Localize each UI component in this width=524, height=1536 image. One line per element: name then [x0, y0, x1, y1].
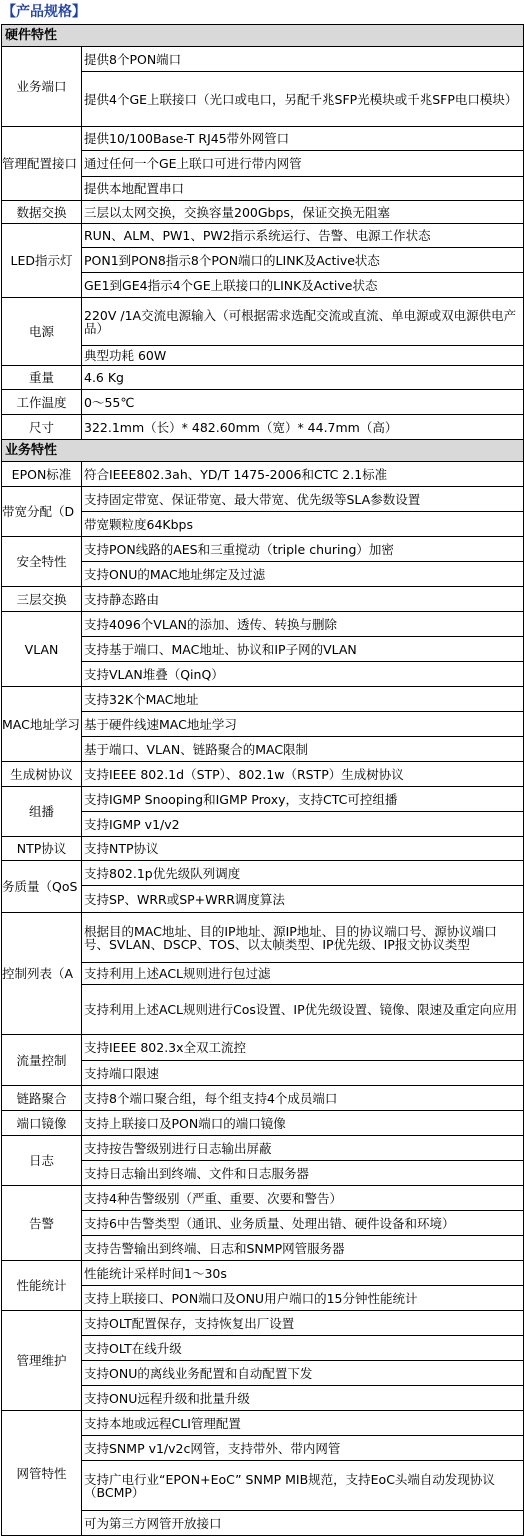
spec-value: 支持本地或远程CLI管理配置 [82, 1411, 524, 1436]
spec-value: 支持上联接口及PON端口的端口镜像 [82, 1111, 524, 1136]
spec-label: VLAN [2, 612, 82, 687]
spec-value: GE1到GE4指示4个GE上联接口的LINK及Active状态 [82, 273, 524, 298]
spec-label: NTP协议 [2, 837, 82, 861]
spec-label: 工作温度 [2, 390, 82, 415]
spec-row [2, 487, 524, 512]
section-header-row [2, 25, 524, 47]
spec-value: 支持802.1p优先级队列调度 [82, 861, 524, 886]
spec-row [2, 298, 524, 346]
spec-value: 提供10/100Base-T RJ45带外网管口 [82, 127, 524, 151]
spec-value: 支持OLT配置保存，支持恢复出厂设置 [82, 1311, 524, 1336]
spec-value: 支持ONU远程升级和批量升级 [82, 1386, 524, 1411]
spec-value: 支持SP、WRR或SP+WRR调度算法 [82, 886, 524, 913]
spec-value: 支持利用上述ACL规则进行包过滤 [82, 963, 524, 985]
page-title: 【产品规格】 [2, 4, 86, 20]
spec-value: 带宽颗粒度64Kbps [82, 512, 524, 537]
spec-label: LED指示灯 [2, 224, 82, 298]
spec-label: MAC地址学习 [2, 687, 82, 762]
spec-label: 管理维护 [2, 1311, 82, 1411]
spec-row [2, 127, 524, 151]
spec-value: 支持4096个VLAN的添加、透传、转换与删除 [82, 612, 524, 637]
spec-value: 提供本地配置串口 [82, 177, 524, 201]
section-header-row [2, 440, 524, 462]
spec-row [2, 224, 524, 248]
spec-value: 220V /1A交流电源输入（可根据需求选配交流或直流、单电源或双电源供电产品） [82, 298, 524, 346]
spec-table-body [2, 25, 524, 1536]
spec-value: 性能统计采样时间1～30s [82, 1261, 524, 1286]
spec-label: 告警 [2, 1186, 82, 1261]
spec-row [2, 787, 524, 812]
spec-table [1, 24, 524, 1536]
spec-value: 支持端口限速 [82, 1061, 524, 1086]
spec-row [2, 390, 524, 415]
spec-row [2, 1136, 524, 1161]
spec-value: PON1到PON8指示8个PON端口的LINK及Active状态 [82, 248, 524, 273]
spec-row [2, 47, 524, 72]
spec-row [2, 612, 524, 637]
spec-value: 322.1mm（长）* 482.60mm（宽）* 44.7mm（高） [82, 415, 524, 440]
spec-label: 组播 [2, 787, 82, 837]
spec-row [2, 1186, 524, 1211]
spec-row [2, 1311, 524, 1336]
spec-row [2, 913, 524, 963]
spec-row [2, 1086, 524, 1111]
spec-value: 典型功耗 60W [82, 346, 524, 366]
spec-value: 支持32K个MAC地址 [82, 687, 524, 712]
spec-value: 支持PON线路的AES和三重搅动（triple churing）加密 [82, 537, 524, 562]
spec-label: 务质量（QoS [2, 861, 82, 913]
spec-value: 支持NTP协议 [82, 837, 524, 861]
spec-label: 尺寸 [2, 415, 82, 440]
spec-label: 控制列表（A [2, 913, 82, 1035]
spec-row [2, 537, 524, 562]
spec-row [2, 1111, 524, 1136]
spec-value: 支持日志输出到终端、文件和日志服务器 [82, 1161, 524, 1186]
spec-value: 4.6 Kg [82, 366, 524, 390]
spec-value: 可为第三方网管开放接口 [82, 1511, 524, 1536]
spec-value: 支持上联接口、PON端口及ONU用户端口的15分钟性能统计 [82, 1286, 524, 1311]
spec-value: 支持利用上述ACL规则进行Cos设置、IP优先级设置、镜像、限速及重定向应用 [82, 985, 524, 1035]
spec-value: 支持固定带宽、保证带宽、最大带宽、优先级等SLA参数设置 [82, 487, 524, 512]
spec-row [2, 366, 524, 390]
spec-value: 根据目的MAC地址、目的IP地址、源IP地址、目的协议端口号、源协议端口号、SVLAN、DSCP、TOS、以太帧类型、IP优先级、IP报文协议类型 [82, 913, 524, 963]
spec-label: 性能统计 [2, 1261, 82, 1311]
spec-value: 提供4个GE上联接口（光口或电口，另配千兆SFP光模块或千兆SFP电口模块） [82, 72, 524, 127]
spec-row [2, 1035, 524, 1061]
spec-row [2, 587, 524, 612]
spec-label: 网管特性 [2, 1411, 82, 1536]
spec-value: 支持SNMP v1/v2c网管，支持带外、带内网管 [82, 1436, 524, 1461]
spec-value: 支持OLT在线升级 [82, 1336, 524, 1361]
spec-label: 重量 [2, 366, 82, 390]
spec-value: 支持ONU的MAC地址绑定及过滤 [82, 562, 524, 587]
spec-value: 支持IEEE 802.1d（STP）、802.1w（RSTP）生成树协议 [82, 762, 524, 787]
spec-label: 端口镜像 [2, 1111, 82, 1136]
spec-value: 提供8个PON端口 [82, 47, 524, 72]
spec-row [2, 1411, 524, 1436]
spec-label: EPON标准 [2, 462, 82, 487]
spec-value: 0～55℃ [82, 390, 524, 415]
spec-label: 业务端口 [2, 47, 82, 127]
spec-value: 支持广电行业“EPON+EoC” SNMP MIB规范，支持EoC头端自动发现协议（BCMP） [82, 1461, 524, 1511]
spec-row [2, 687, 524, 712]
spec-value: 支持VLAN堆叠（QinQ） [82, 662, 524, 687]
spec-value: 支持告警输出到终端、日志和SNMP网管服务器 [82, 1236, 524, 1261]
spec-row [2, 762, 524, 787]
spec-label: 流量控制 [2, 1035, 82, 1086]
spec-value: 符合IEEE802.3ah、YD/T 1475-2006和CTC 2.1标准 [82, 462, 524, 487]
spec-value: 支持8个端口聚合组，每个组支持4个成员端口 [82, 1086, 524, 1111]
spec-value: 支持IEEE 802.3x全双工流控 [82, 1035, 524, 1061]
spec-value: 支持静态路由 [82, 587, 524, 612]
spec-label: 安全特性 [2, 537, 82, 587]
spec-row [2, 415, 524, 440]
spec-value: 支持基于端口、MAC地址、协议和IP子网的VLAN [82, 637, 524, 662]
spec-label: 三层交换 [2, 587, 82, 612]
spec-label: 链路聚合 [2, 1086, 82, 1111]
spec-row [2, 861, 524, 886]
spec-value: 基于硬件线速MAC地址学习 [82, 712, 524, 737]
spec-value: 三层以太网交换，交换容量200Gbps，保证交换无阻塞 [82, 201, 524, 224]
spec-value: 支持按告警级别进行日志输出屏蔽 [82, 1136, 524, 1161]
spec-label: 电源 [2, 298, 82, 366]
spec-label: 生成树协议 [2, 762, 82, 787]
spec-value: 支持6中告警类型（通讯、业务质量、处理出错、硬件设备和环境） [82, 1211, 524, 1236]
spec-row [2, 462, 524, 487]
spec-label: 管理配置接口 [2, 127, 82, 201]
spec-value: 支持IGMP v1/v2 [82, 812, 524, 837]
spec-value: RUN、ALM、PW1、PW2指示系统运行、告警、电源工作状态 [82, 224, 524, 248]
section-title: 业务特性 [2, 440, 524, 462]
spec-value: 支持ONU的离线业务配置和自动配置下发 [82, 1361, 524, 1386]
spec-row [2, 837, 524, 861]
spec-label: 日志 [2, 1136, 82, 1186]
spec-label: 数据交换 [2, 201, 82, 224]
spec-row [2, 1261, 524, 1286]
spec-row [2, 201, 524, 224]
spec-value: 支持4种告警级别（严重、重要、次要和警告） [82, 1186, 524, 1211]
section-title: 硬件特性 [2, 25, 524, 47]
spec-value: 基于端口、VLAN、链路聚合的MAC限制 [82, 737, 524, 762]
spec-value: 通过任何一个GE上联口可进行带内网管 [82, 151, 524, 177]
spec-value: 支持IGMP Snooping和IGMP Proxy，支持CTC可控组播 [82, 787, 524, 812]
spec-label: 带宽分配（D [2, 487, 82, 537]
